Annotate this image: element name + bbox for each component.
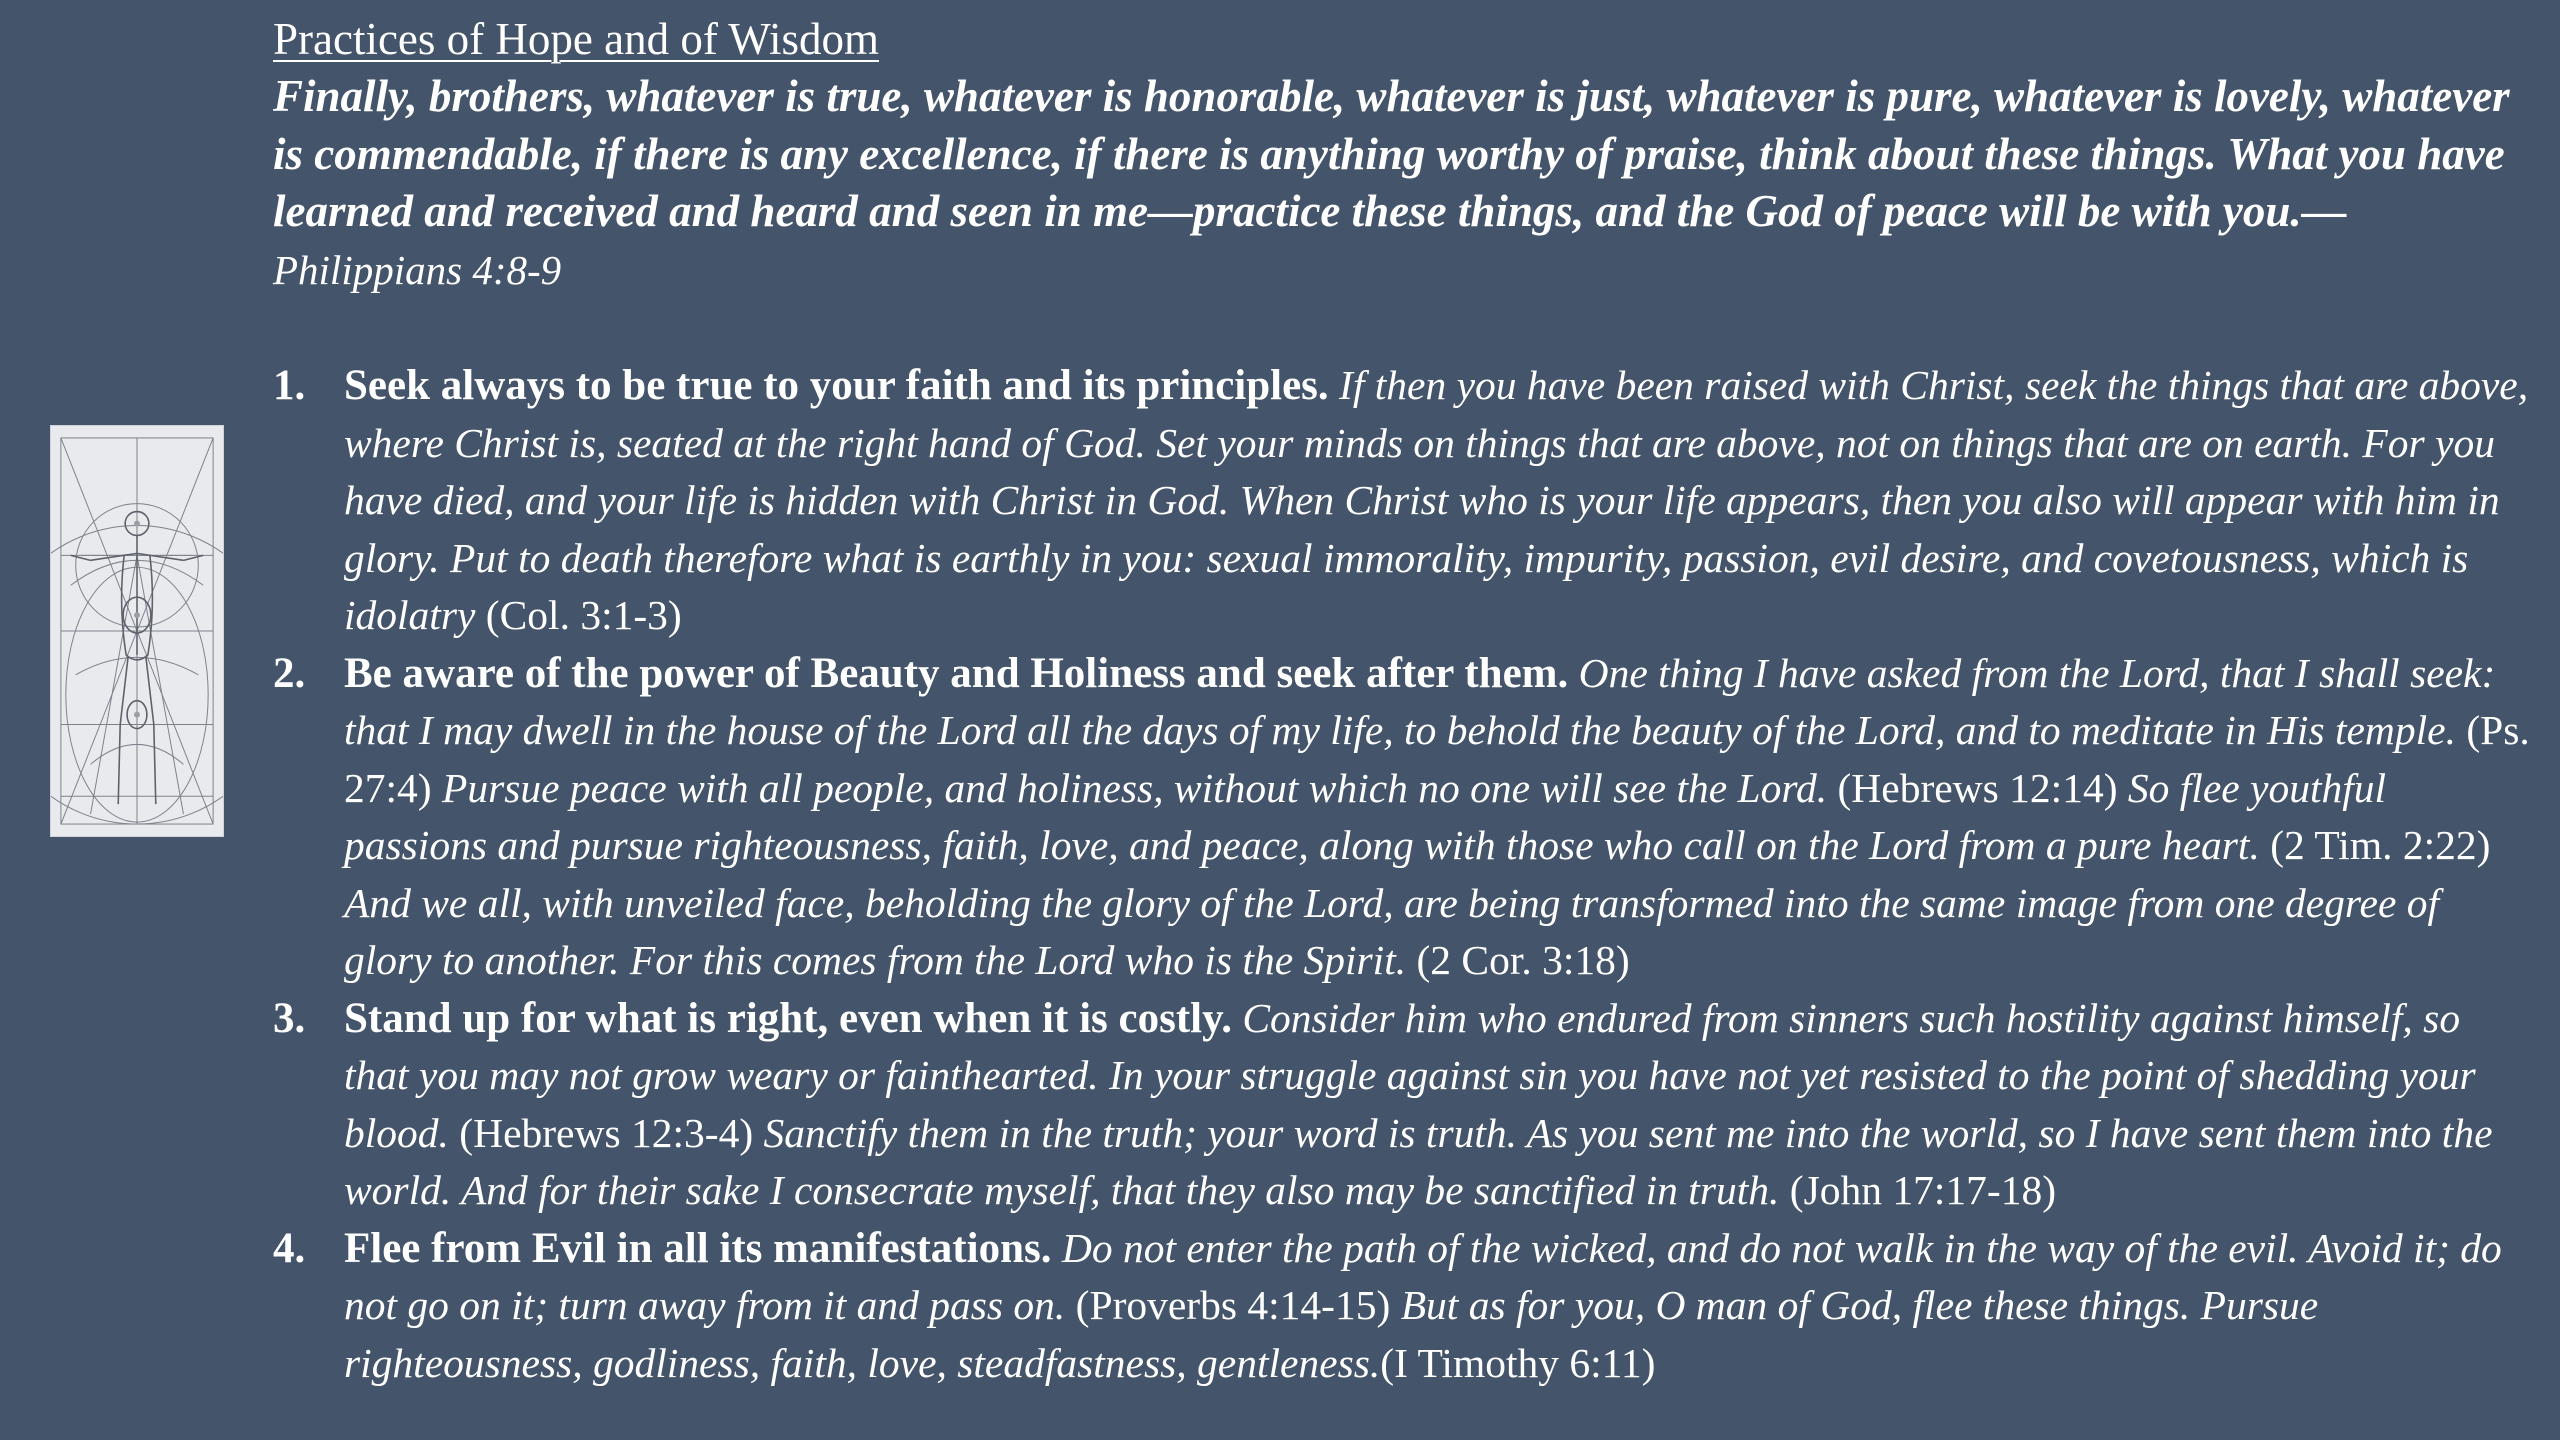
scripture-text: If then you have been raised with Christ, seek the things that are above, where Christ is, seated at the right hand of God. Set your minds on things that are above, not on things that are on earth. For you have died, and your life is hidden with Christ in God. When Christ who is your life appears, then you also will appear with him in glory. Put to death therefore what is earthly in you: sexual immorality, impurity, passion, evil desire, and covetousness, which is idolatry bbox=[344, 362, 2529, 638]
scripture-text: Consider him who endured from sinners such hostility against himself, so that you may not grow weary or fainthearted. In your struggle against sin you have not yet resisted to the point of shedding your blood. bbox=[344, 994, 2476, 1156]
scripture-citation: (Ps. 27:4) bbox=[344, 707, 2530, 811]
practice-heading: Be aware of the power of Beauty and Holiness and seek after them. bbox=[344, 649, 1569, 697]
list-item-number: 2. bbox=[273, 649, 306, 697]
scripture-citation: (2 Cor. 3:18) bbox=[1406, 937, 1630, 983]
scripture-citation: (I Timothy 6:11) bbox=[1380, 1339, 1656, 1386]
list-item bbox=[273, 1220, 2533, 1393]
vitruvian-figure-icon bbox=[50, 425, 224, 837]
scripture-citation: (Hebrews 12:14) bbox=[1827, 764, 2118, 811]
scripture-text: Pursue peace with all people, and holiness, without which no one will see the Lord. bbox=[431, 764, 1828, 811]
list-item-number: 1. bbox=[273, 362, 306, 409]
practice-heading: Seek always to be true to your faith and its principles. bbox=[344, 362, 1329, 409]
scripture-citation: (Hebrews 12:3-4) bbox=[448, 1109, 754, 1156]
epigraph-reference: Philippians 4:8-9 bbox=[273, 246, 562, 293]
practice-heading: Stand up for what is right, even when it is costly. bbox=[344, 994, 1232, 1042]
scripture-text: And we all, with unveiled face, beholding the glory of the Lord, are being transformed into the same image from one degree of glory to another. For this comes from the Lord who is the Spirit. bbox=[344, 879, 2440, 983]
scripture-text: One thing I have asked from the Lord, that I shall seek: that I may dwell in the house of the Lord all the days of my life, to behold the beauty of the Lord, and to meditate in His temple. bbox=[344, 649, 2496, 753]
list-item bbox=[273, 645, 2533, 990]
list-item-number: 3. bbox=[273, 994, 306, 1042]
epigraph-quote bbox=[273, 68, 2513, 299]
epigraph-text: Finally, brothers, whatever is true, whatever is honorable, whatever is just, whatever is pure, whatever is lovely, whatever is commendable, if there is any excellence, if there is anything worthy of praise, think about these things. What you have learned and received and heard and seen in me—practice these things, and the God of peace will be with you.— bbox=[273, 71, 2510, 236]
scripture-text: Sanctify them in the truth; your word is truth. As you sent me into the world, so I have sent them into the world. And for their sake I consecrate myself, that they also may be sanctified in truth. bbox=[344, 1109, 2493, 1213]
page-title: Practices of Hope and of Wisdom bbox=[273, 14, 879, 64]
scripture-citation: (John 17:17-18) bbox=[1779, 1167, 2057, 1213]
practice-heading: Flee from Evil in all its manifestations. bbox=[344, 1224, 1052, 1272]
vitruvian-figure-drawing bbox=[51, 426, 223, 836]
scripture-text: Do not enter the path of the wicked, and do not walk in the way of the evil. Avoid it; do not go on it; turn away from it and pass on. bbox=[344, 1224, 2502, 1328]
scripture-citation: (Col. 3:1-3) bbox=[475, 592, 682, 638]
scripture-citation: (2 Tim. 2:22) bbox=[2259, 822, 2491, 868]
practices-list bbox=[273, 357, 2533, 1392]
scripture-text: So flee youthful passions and pursue righteousness, faith, love, and peace, along with those who call on the Lord from a pure heart. bbox=[344, 764, 2387, 868]
list-item bbox=[273, 990, 2533, 1220]
scripture-text: But as for you, O man of God, flee these things. Pursue righteousness, godliness, faith, love, steadfastness, gentleness. bbox=[344, 1282, 2319, 1386]
scripture-citation: (Proverbs 4:14-15) bbox=[1065, 1282, 1391, 1328]
list-item-number: 4. bbox=[273, 1224, 306, 1272]
list-item bbox=[273, 357, 2533, 645]
